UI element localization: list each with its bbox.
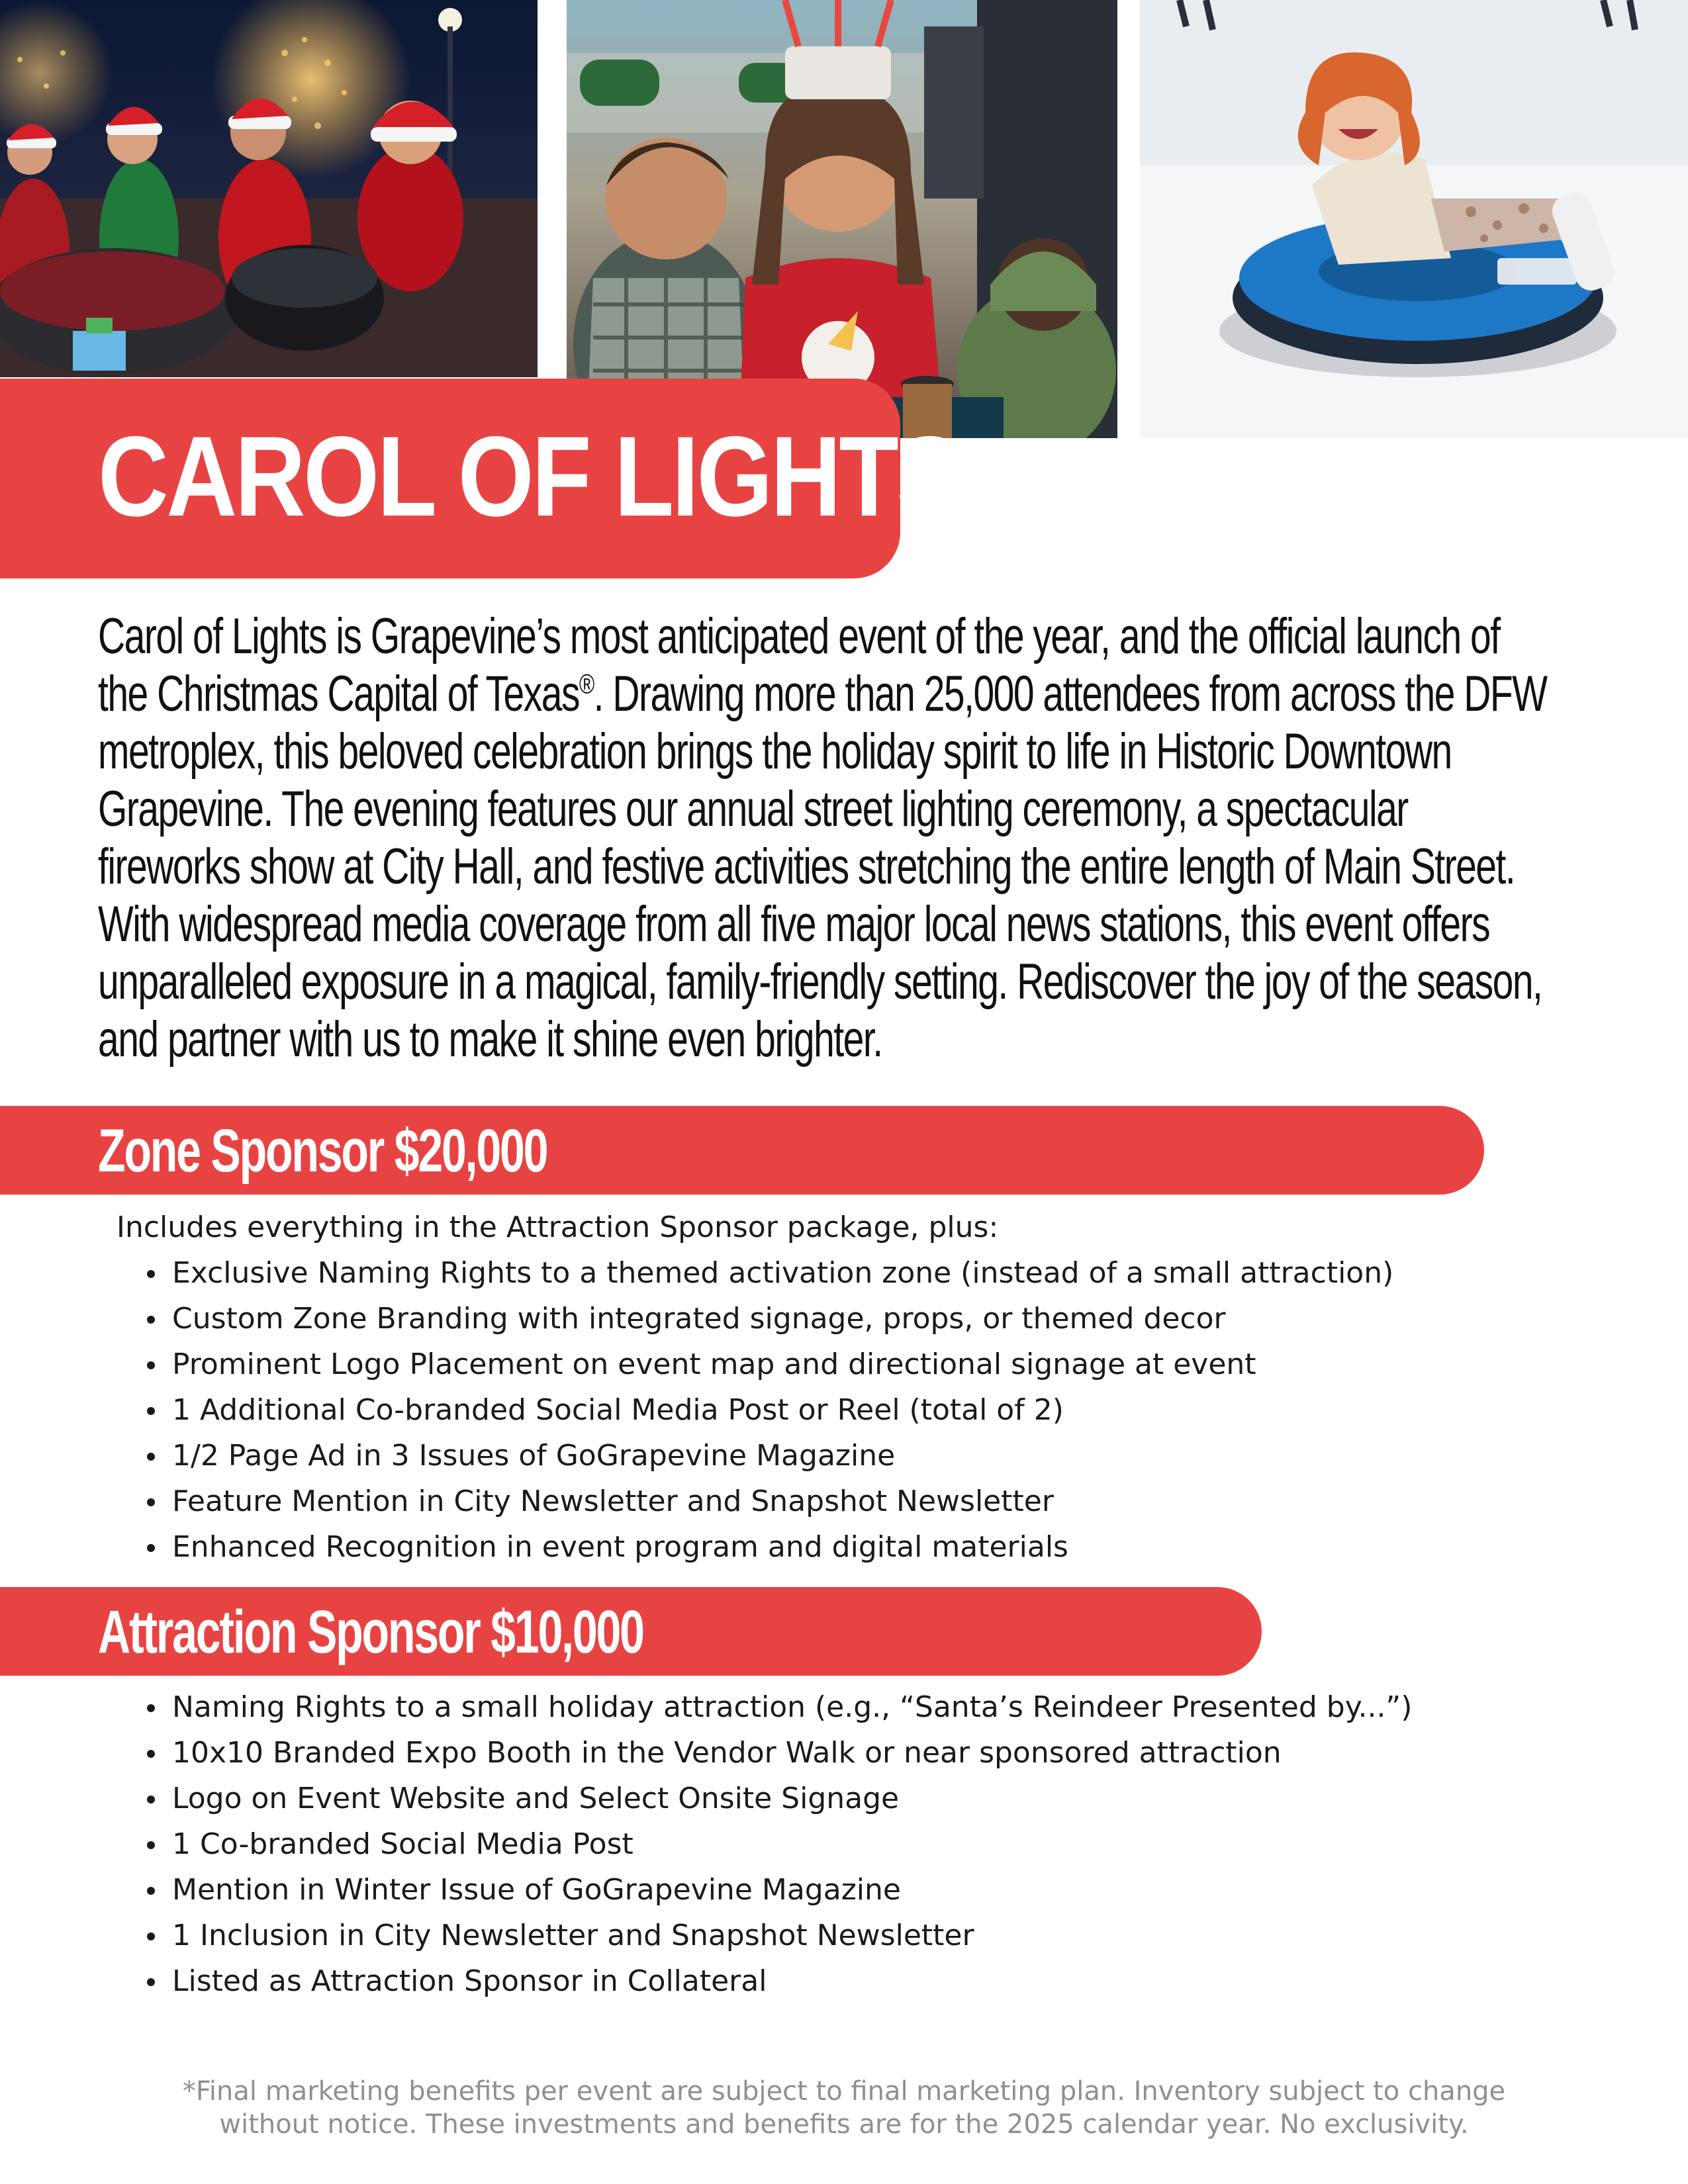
photo-carolers-drumming (0, 0, 538, 377)
intro-line (98, 665, 1547, 723)
attraction-benefit-list (117, 1684, 1412, 2004)
benefit-item: Naming Rights to a small holiday attraction (e.g., “Santa’s Reindeer Presented by...”) (147, 1684, 1412, 1730)
zone-benefit-list (117, 1250, 1393, 1570)
intro-line: fireworks show at City Hall, and festive activities stretching the entire length of Main Street. (98, 839, 1515, 895)
attraction-sponsor-title: Attraction Sponsor $10,000 (98, 1598, 643, 1666)
intro-line-part: the Christmas Capital of Texas (98, 666, 579, 722)
intro-line: metroplex, this beloved celebration brings the holiday spirit to life in Historic Downtown (98, 723, 1452, 780)
photo-girl-snow-tube (1140, 0, 1688, 438)
intro-line-part: . Drawing more than 25,000 attendees from across the DFW (593, 666, 1547, 722)
benefit-item: 1 Co-branded Social Media Post (147, 1821, 1412, 1867)
registered-mark: ® (579, 668, 594, 700)
snow-tube-photo-image (1140, 0, 1688, 438)
zone-sponsor-title: Zone Sponsor $20,000 (98, 1117, 547, 1185)
intro-line: and partner with us to make it shine even brighter. (98, 1011, 882, 1068)
benefit-item: Enhanced Recognition in event program and digital materials (147, 1524, 1393, 1570)
intro-line: Carol of Lights is Grapevine’s most anticipated event of the year, and the official launch of (98, 608, 1500, 664)
children-photo-image (567, 0, 1117, 438)
benefit-item: Prominent Logo Placement on event map and directional signage at event (147, 1342, 1393, 1387)
intro-line: Grapevine. The evening features our annual street lighting ceremony, a spectacular (98, 781, 1408, 837)
benefit-item: 1 Additional Co-branded Social Media Post or Reel (total of 2) (147, 1387, 1393, 1433)
benefit-item: Exclusive Naming Rights to a themed activation zone (instead of a small attraction) (147, 1250, 1393, 1296)
benefit-item: Feature Mention in City Newsletter and Snapshot Newsletter (147, 1479, 1393, 1524)
benefit-item: Logo on Event Website and Select Onsite Signage (147, 1776, 1412, 1821)
benefit-item: Listed as Attraction Sponsor in Collateral (147, 1958, 1412, 2004)
intro-paragraph (98, 608, 1547, 1068)
benefit-item: 1 Inclusion in City Newsletter and Snapshot Newsletter (147, 1913, 1412, 1958)
disclaimer-footnote (0, 2075, 1688, 2141)
benefit-item: 10x10 Branded Expo Booth in the Vendor Walk or near sponsored attraction (147, 1730, 1412, 1776)
page-title: CAROL OF LIGHTS (98, 413, 960, 540)
title-banner (0, 379, 960, 578)
benefit-item: Mention in Winter Issue of GoGrapevine Magazine (147, 1867, 1412, 1913)
benefit-item: Custom Zone Branding with integrated signage, props, or themed decor (147, 1296, 1393, 1342)
attraction-sponsor-benefits (117, 1684, 1412, 2004)
photo-children-crafts (567, 0, 1117, 438)
intro-line: unparalleled exposure in a magical, family-friendly setting. Rediscover the joy of the season, (98, 954, 1542, 1010)
benefit-item: 1/2 Page Ad in 3 Issues of GoGrapevine Magazine (147, 1433, 1393, 1479)
attraction-sponsor-banner (0, 1587, 1262, 1676)
carolers-photo-image (0, 0, 538, 377)
zone-sponsor-intro: Includes everything in the Attraction Sponsor package, plus: (117, 1210, 999, 1244)
intro-line: With widespread media coverage from all five major local news stations, this event offers (98, 896, 1490, 952)
disclaimer-line: *Final marketing benefits per event are subject to final marketing plan. Inventory subject to change (182, 2076, 1506, 2107)
disclaimer-line: without notice. These investments and benefits are for the 2025 calendar year. No exclusivity. (219, 2109, 1469, 2140)
zone-sponsor-benefits (117, 1205, 1393, 1570)
zone-sponsor-banner (0, 1106, 1484, 1195)
